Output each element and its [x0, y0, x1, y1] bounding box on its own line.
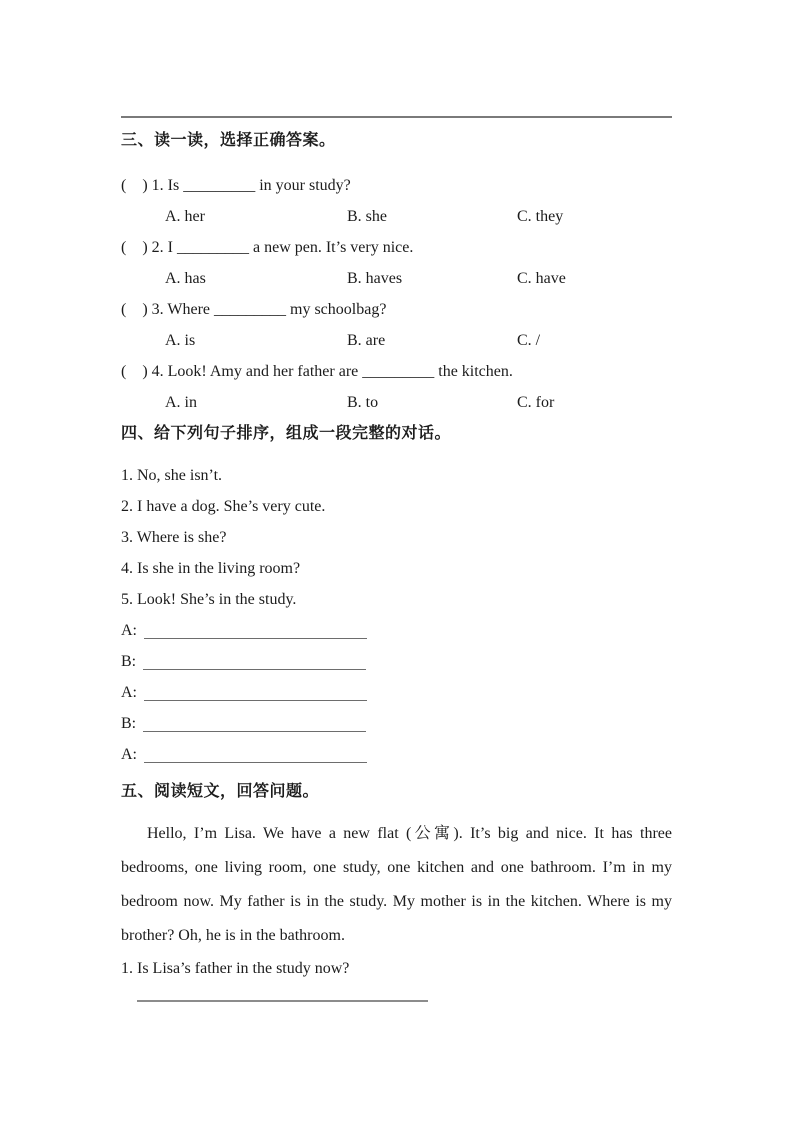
dialogue-blank-line-3	[144, 677, 367, 701]
section4-heading: 四、给下列句子排序，组成一段完整的对话。	[121, 425, 452, 442]
answer-blank-line	[137, 1000, 428, 1002]
sentence-4: 4. Is she in the living room?	[121, 560, 301, 577]
sentence-1: 1. No, she isn’t.	[121, 467, 223, 484]
question-1-options	[121, 201, 672, 232]
dialogue-line-1	[121, 615, 672, 646]
question-4-option-c: C. for	[517, 394, 555, 411]
dialogue-label-2: B:	[121, 653, 137, 670]
question-2-options	[121, 263, 672, 294]
sentence-3: 3. Where is she?	[121, 529, 227, 546]
question-4-prompt: ( ) 4. Look! Amy and her father are _________ the kitchen.	[121, 363, 513, 380]
question-3-options	[121, 325, 672, 356]
question-2-option-b: B. haves	[347, 270, 403, 287]
dialogue-blank-line-4	[143, 708, 366, 732]
question-1-option-c: C. they	[517, 208, 564, 225]
question-4-option-a: A. in	[165, 394, 197, 411]
dialogue-label-3: A:	[121, 684, 137, 701]
dialogue-label-5: A:	[121, 746, 137, 763]
question-4-options	[121, 387, 672, 418]
worksheet-content	[121, 0, 672, 1002]
dialogue-line-5	[121, 739, 672, 770]
dialogue-blank-line-5	[144, 739, 367, 763]
question-1-option-a: A. her	[165, 208, 205, 225]
dialogue-label-1: A:	[121, 622, 137, 639]
question-2-prompt: ( ) 2. I _________ a new pen. It’s very nice.	[121, 239, 414, 256]
question-2-option-a: A. has	[165, 270, 206, 287]
sentence-5: 5. Look! She’s in the study.	[121, 591, 297, 608]
section3-heading: 三、读一读，选择正确答案。	[121, 132, 336, 149]
question-3-prompt: ( ) 3. Where _________ my schoolbag?	[121, 301, 387, 318]
dialogue-line-4	[121, 708, 672, 739]
question-1-option-b: B. she	[347, 208, 387, 225]
question-1-prompt: ( ) 1. Is _________ in your study?	[121, 177, 351, 194]
dialogue-label-4: B:	[121, 715, 137, 732]
reading-question-1: 1. Is Lisa’s father in the study now?	[121, 960, 350, 977]
sentence-2: 2. I have a dog. She’s very cute.	[121, 498, 326, 515]
dialogue-blank-line-1	[144, 615, 367, 639]
reading-passage: Hello, I’m Lisa. We have a new flat (公寓). It’s big and nice. It has three bedrooms, one living room, one study, one kitchen and one bathroom. I’m in my bedroom now. My father is in the study. My mother is in the kitchen. Where is my brother? Oh, he is in the bathroom.	[121, 825, 672, 944]
question-3-option-a: A. is	[165, 332, 196, 349]
question-3-option-b: B. are	[347, 332, 386, 349]
section5-heading: 五、阅读短文，回答问题。	[121, 783, 320, 800]
question-2-option-c: C. have	[517, 270, 566, 287]
dialogue-line-3	[121, 677, 672, 708]
dialogue-line-2	[121, 646, 672, 677]
question-3-option-c: C. /	[517, 332, 541, 349]
dialogue-blank-line-2	[143, 646, 366, 670]
top-divider	[121, 116, 672, 118]
question-4-option-b: B. to	[347, 394, 379, 411]
